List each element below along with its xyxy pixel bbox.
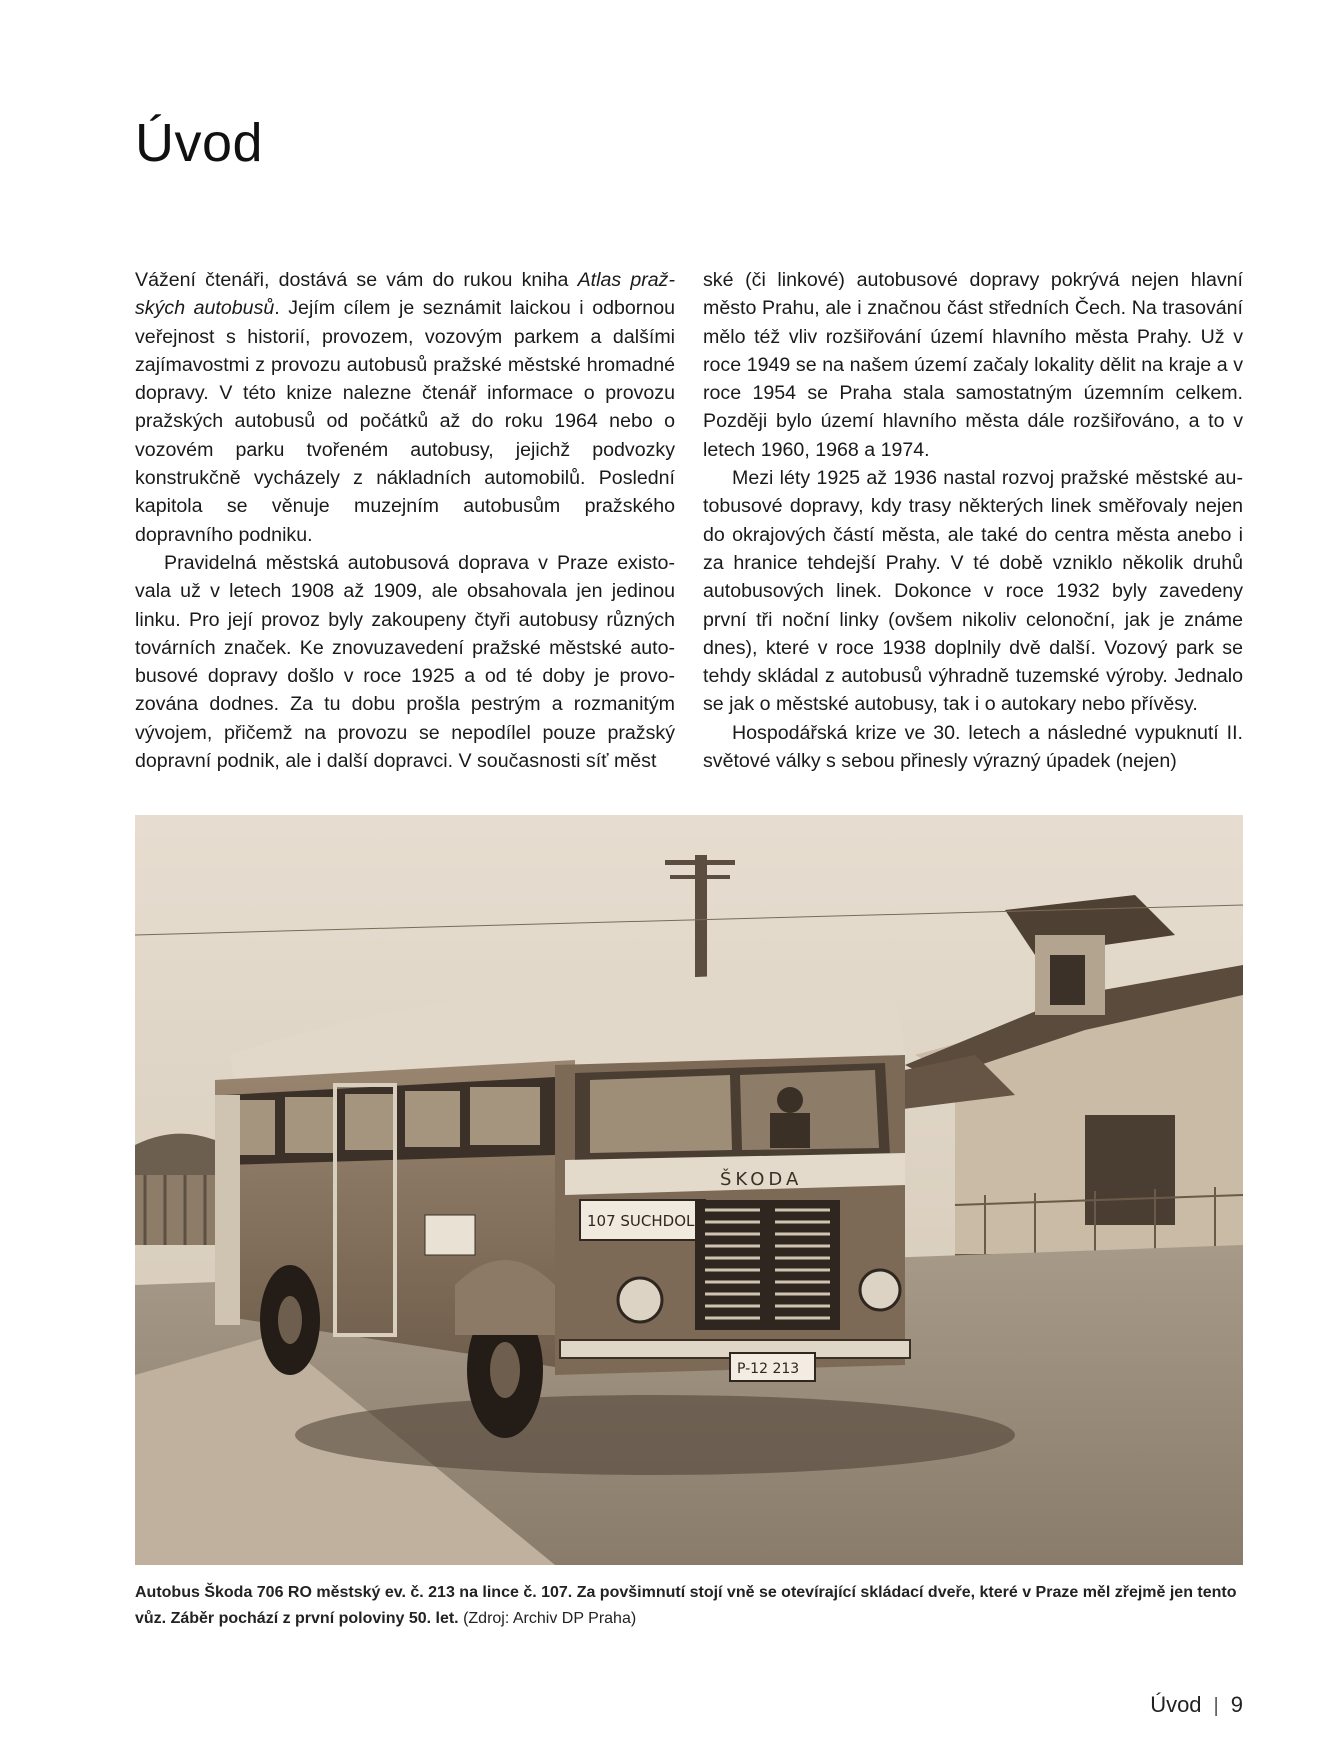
caption-text: Autobus Škoda 706 RO městský ev. č. 213 na lince č. 107. Za povšimnutí stojí vně se otevírající skládací dveře, které v Praze měl zřejmě jen tento vůz. Záběr pochází z první poloviny 50. let. — [135, 1584, 1237, 1627]
caption-source: (Zdroj: Archiv DP Praha) — [463, 1610, 637, 1627]
paragraph: Pravidelná městská autobusová doprava v Praze existovala už v letech 1908 až 1909, ale obsahovala jen jedinou linku. Pro její provoz byly zakoupeny čtyři autobusy různých továrních značek. Ke znovuzavedení pražské městské autobusové dopravy došlo v roce 1925 a od té doby je provozována dodnes. Za tu dobu prošla pestrým a rozmanitým vývojem, přičemž na provozu se nepodílel pouze pražský dopravní podnik, ale i další dopravci. V současnosti síť měst — [135, 551, 675, 773]
footer-separator: | — [1213, 1695, 1219, 1717]
license-plate-text: P-12 213 — [737, 1361, 800, 1377]
paragraph-text: Vážení čtenáři, dostává se vám do rukou kniha — [135, 269, 578, 291]
paragraph-text: . Jejím cílem je seznámit laickou i odbornou veřejnost s historií, provozem, vozovým parkem a dalšími zajímavostmi z provozu autobusů pražské městské hromadné dopravy. V této knize nalezne čtenář informace o provozu pražských autobusů od počátků až do roku 1964 nebo o vozovém parku tvořeném autobusy, jejichž podvozky konstrukčně vycházely z nákladních automobilů. Poslední kapitola se věnuje muzejním autobusům pražského dopravního podniku. — [135, 297, 675, 546]
column-right — [703, 266, 1243, 775]
bus-photo — [135, 815, 1243, 1565]
paragraph: ské (či linkové) autobusové dopravy pokrývá nejen hlavní město Prahu, ale i značnou část středních Čech. Na trasování mělo též vliv rozšiřování území hlavního města Prahy. Už v roce 1949 se na našem území začaly lokality dělit na kraje a v roce 1954 se Praha stala samostatným územním celkem. Později bylo území hlavního města dále rozšiřováno, a to v letech 1960, 1968 a 1974. — [703, 269, 1243, 461]
chapter-title: Úvod — [135, 113, 264, 173]
photo-caption — [135, 1580, 1243, 1632]
page-footer — [1150, 1692, 1243, 1718]
footer-section: Úvod — [1150, 1692, 1202, 1717]
bus-photo-illustration — [135, 815, 1243, 1565]
body-columns — [135, 266, 1243, 775]
paragraph: Mezi léty 1925 až 1936 nastal rozvoj pražské městské autobusové dopravy, kdy trasy některých linek směřovaly nejen do okrajových částí města, ale také do centra města anebo i za hranice tehdejší Prahy. V té době vzniklo několik druhů autobusových linek. Dokonce v roce 1932 byly zavedeny první tři noční linky (ovšem nikoliv celonoční, jak je známe dnes), které v roce 1938 doplnily dvě další. Vozový park se tehdy skládal z autobusů výhradně tuzemské výroby. Jednalo se jak o městské autobusy, tak i o autokary nebo přívěsy. — [703, 467, 1243, 716]
column-left — [135, 266, 675, 775]
bus-brand-text: ŠKODA — [720, 1169, 803, 1190]
route-sign-text: 107 SUCHDOL — [587, 1212, 695, 1230]
paragraph: Hospodářská krize ve 30. letech a následné vypuknutí II. světové války s sebou přinesly výrazný úpadek (nejen) — [703, 721, 1243, 773]
book-title: Atlas pražských autobusů — [135, 269, 675, 320]
paragraph — [135, 266, 675, 549]
page-number: 9 — [1230, 1692, 1243, 1717]
